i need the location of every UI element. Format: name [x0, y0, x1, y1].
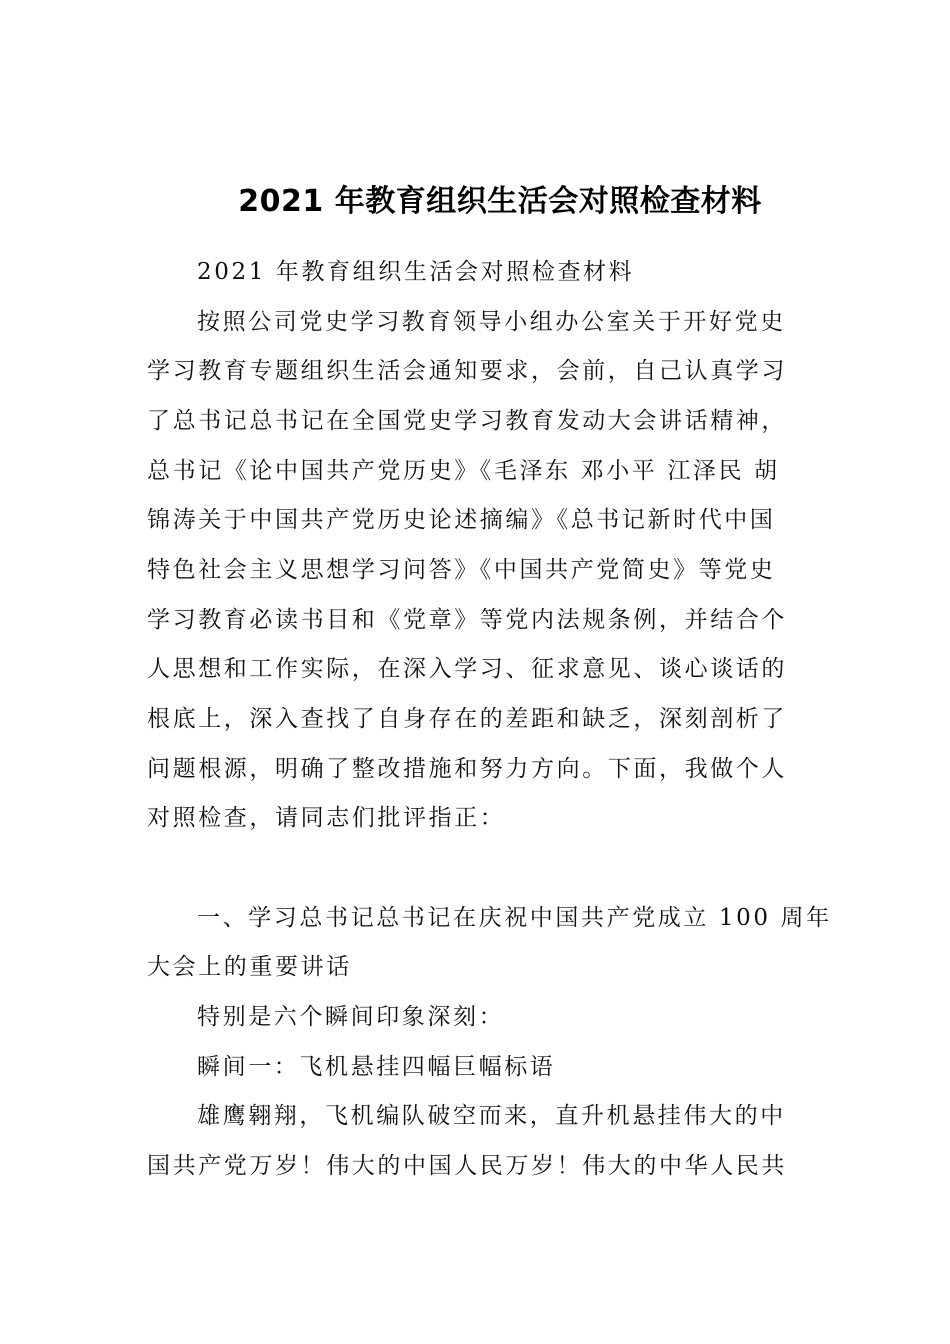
body-line: 学习教育必读书目和《党章》等党内法规条例，并结合个: [147, 607, 787, 633]
subtitle-line: 2021 年教育组织生活会对照检查材料: [197, 259, 635, 285]
body-line: 了总书记总书记在全国党史学习教育发动大会讲话精神，: [147, 408, 787, 434]
subheading-line: 瞬间一：飞机悬挂四幅巨幅标语: [197, 1054, 556, 1080]
document-title: 2021 年教育组织生活会对照检查材料: [238, 184, 762, 219]
body-line: 根底上，深入查找了自身存在的差距和缺乏，深刻剖析了: [147, 706, 787, 732]
body-line: 对照检查，请同志们批评指正：: [147, 805, 506, 831]
body-line: 雄鹰翱翔，飞机编队破空而来，直升机悬挂伟大的中: [197, 1103, 786, 1129]
section-heading-line: 大会上的重要讲话: [147, 954, 352, 980]
body-line: 人思想和工作实际，在深入学习、征求意见、谈心谈话的: [147, 656, 787, 682]
body-line: 特别是六个瞬间印象深刻：: [197, 1004, 505, 1030]
body-line: 国共产党万岁！伟大的中国人民万岁！伟大的中华人民共: [147, 1153, 787, 1179]
body-line: 锦涛关于中国共产党历史论述摘编》《总书记新时代中国: [147, 507, 776, 533]
body-line: 按照公司党史学习教育领导小组办公室关于开好党史: [197, 309, 786, 335]
section-heading-line: 一、学习总书记总书记在庆祝中国共产党成立 100 周年: [197, 905, 832, 931]
body-line: 总书记《论中国共产党历史》《毛泽东 邓小平 江泽民 胡: [147, 458, 780, 484]
body-line: 特色社会主义思想学习问答》《中国共产党简史》等党史: [147, 557, 776, 583]
body-line: 学习教育专题组织生活会通知要求，会前，自己认真学习: [147, 358, 787, 384]
body-line: 问题根源，明确了整改措施和努力方向。下面，我做个人: [147, 756, 787, 782]
